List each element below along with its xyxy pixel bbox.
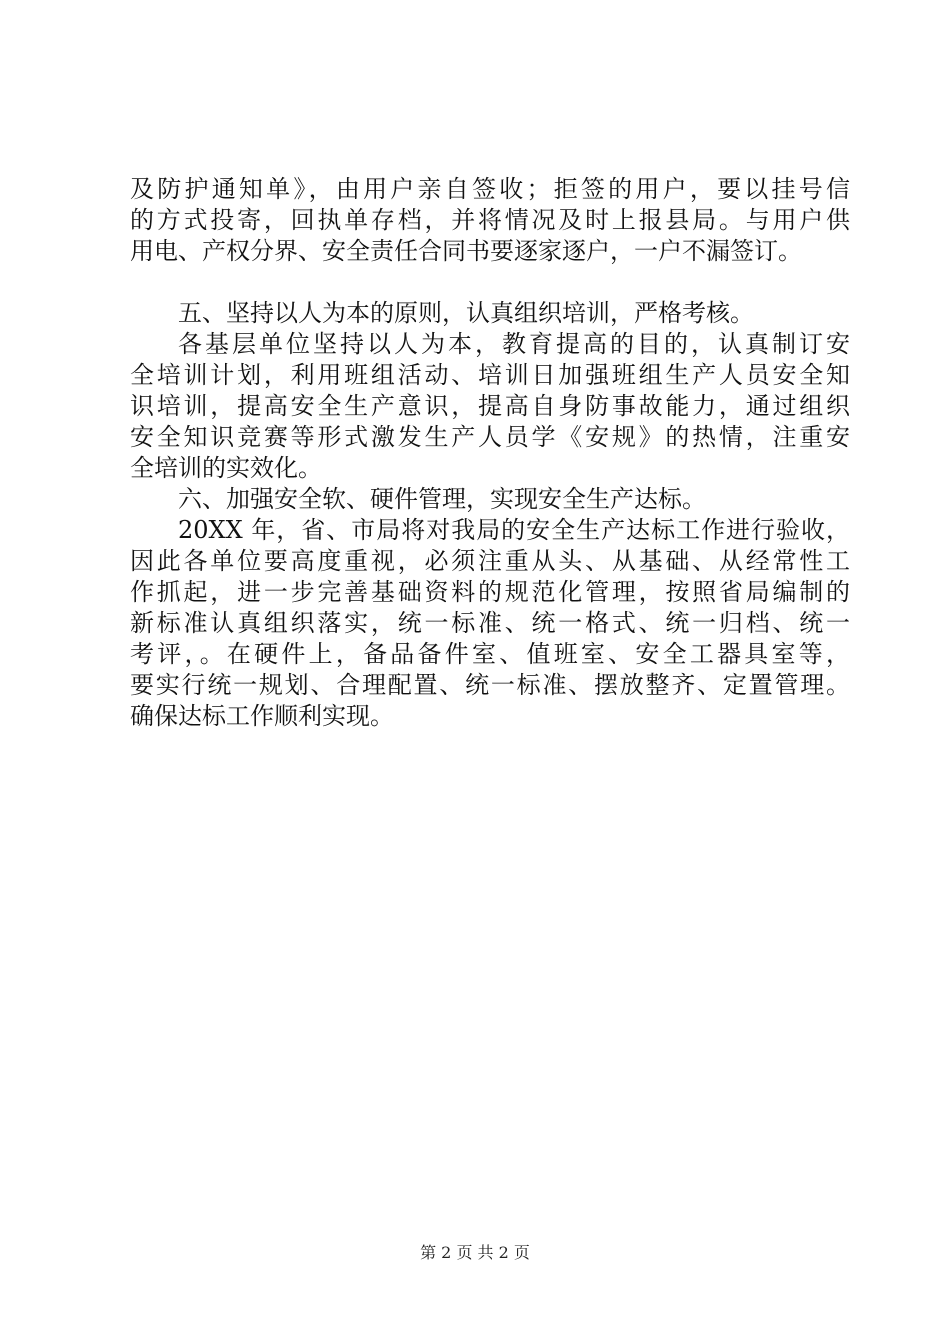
paragraph-5-line-4: 安全知识竞赛等形式激发生产人员学《安规》的热情，注重安 (130, 423, 850, 451)
paragraph-1-line-2: 的方式投寄，回执单存档，并将情况及时上报县局。与用户供 (130, 206, 850, 234)
paragraph-5-line-3: 识培训，提高安全生产意识，提高自身防事故能力，通过组织 (130, 392, 850, 420)
paragraph-6-line-4: 新标准认真组织落实，统一标准、统一格式、统一归档、统一 (130, 609, 850, 637)
section-heading-6: 六、加强安全软、硬件管理，实现安全生产达标。 (178, 485, 706, 513)
paragraph-spacer (130, 267, 850, 298)
paragraph-1-line-1: 及防护通知单》，由用户亲自签收；拒签的用户，要以挂号信 (130, 175, 850, 203)
paragraph-6-line-6: 要实行统一规划、合理配置、统一标准、摆放整齐、定置管理。 (130, 671, 850, 699)
paragraph-6-line-3: 作抓起，进一步完善基础资料的规范化管理，按照省局编制的 (130, 578, 850, 606)
paragraph-5-line-1: 各基层单位坚持以人为本，教育提高的目的，认真制订安 (178, 330, 850, 358)
paragraph-6-line-5: 考评，。在硬件上，备品备件室、值班室、安全工器具室等， (130, 640, 850, 668)
document-body (130, 174, 850, 732)
page-number-footer: 第 2 页 共 2 页 (420, 1243, 530, 1262)
section-heading-5: 五、坚持以人为本的原则，认真组织培训，严格考核。 (178, 299, 754, 327)
paragraph-6-line-7: 确保达标工作顺利实现。 (130, 702, 394, 730)
paragraph-5-line-2: 全培训计划，利用班组活动、培训日加强班组生产人员安全知 (130, 361, 850, 389)
paragraph-5-line-5: 全培训的实效化。 (130, 454, 322, 482)
paragraph-6-line-1: 20XX 年，省、市局将对我局的安全生产达标工作进行验收， (178, 516, 850, 544)
paragraph-1-line-3: 用电、产权分界、安全责任合同书要逐家逐户，一户不漏签订。 (130, 237, 802, 265)
paragraph-6-line-2: 因此各单位要高度重视，必须注重从头、从基础、从经常性工 (130, 547, 850, 575)
